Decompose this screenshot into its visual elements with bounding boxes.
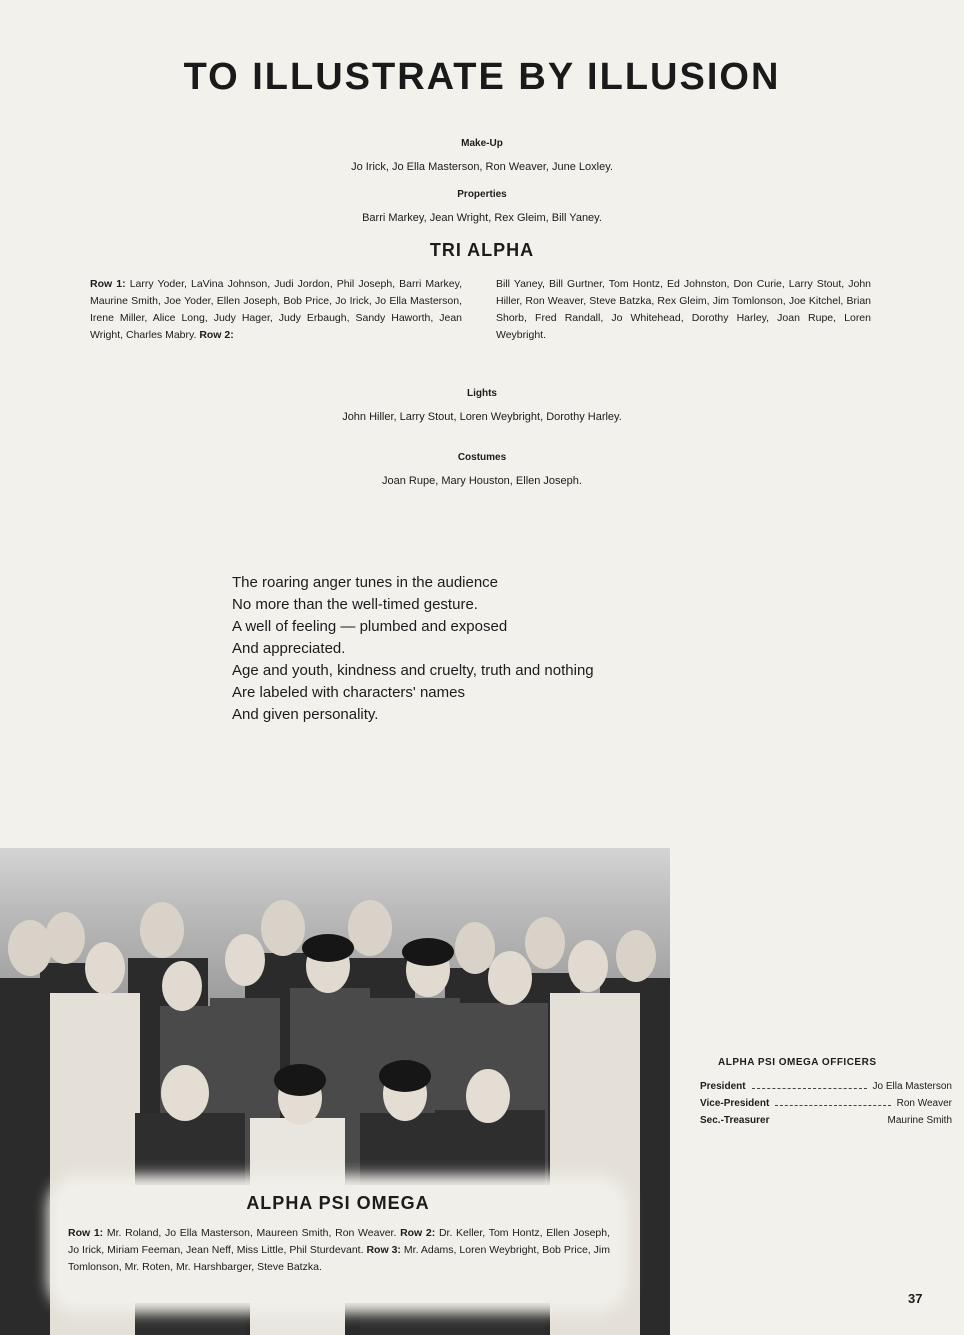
alpha-psi-omega-heading: ALPHA PSI OMEGA (246, 1193, 430, 1213)
costumes-heading: Costumes (457, 452, 507, 463)
lights-names: John Hiller, Larry Stout, Loren Weybright, Dorothy Harley. (342, 411, 622, 423)
lights-heading: Lights (467, 388, 497, 399)
row-label: Row 1: (68, 1227, 104, 1239)
officer-name: Jo Ella Masterson (872, 1081, 952, 1092)
tri-alpha-heading: TRI ALPHA (429, 240, 535, 260)
poem-line: And given personality. (232, 706, 379, 723)
row-label: Row 3: (366, 1244, 401, 1256)
tri-alpha-members-col2 (496, 276, 871, 344)
poem (232, 572, 594, 726)
poem-line: A well of feeling — plumbed and exposed (232, 618, 508, 635)
leader-dots (752, 1088, 867, 1089)
poem-line: No more than the well-timed gesture. (232, 596, 478, 613)
alpha-psi-omega-row3-names: Mr. Adams, Loren Weybright, Bob Price, Jim Tomlonson, Mr. Roten, Mr. Harshbarger, Steve Batzka. (68, 1244, 610, 1273)
alpha-psi-omega-row2-names: Dr. Keller, Tom Hontz, Ellen Joseph, Jo Irick, Miriam Feeman, Jean Neff, Miss Little, Phil Sturdevant. (68, 1227, 611, 1256)
officers-heading: ALPHA PSI OMEGA OFFICERS (718, 1057, 877, 1068)
page-title: TO ILLUSTRATE BY ILLUSION (183, 56, 781, 98)
makeup-names: Jo Irick, Jo Ella Masterson, Ron Weaver, June Loxley. (351, 161, 613, 173)
row-label: Row 2: (400, 1227, 436, 1239)
tri-alpha-row2-names: Bill Yaney, Bill Gurtner, Tom Hontz, Ed Johnston, Don Curie, Larry Stout, John Hiller, Ron Weaver, Steve Batzka, Rex Gleim, Jim Tomlonson, Joe Kitchel, Brian Shorb, Fred Randall, Jo Whitehead, Dorothy Harley, Joan Rupe, Loren Weybright. (496, 278, 871, 341)
officer-row (700, 1098, 952, 1115)
alpha-psi-omega-members (68, 1225, 610, 1276)
officer-role: President (700, 1081, 746, 1092)
makeup-heading: Make-Up (461, 138, 503, 149)
costumes-names: Joan Rupe, Mary Houston, Ellen Joseph. (382, 475, 582, 487)
tri-alpha-members-col1 (90, 276, 462, 344)
poem-line: And appreciated. (232, 640, 346, 657)
properties-heading: Properties (457, 189, 507, 200)
officer-name: Ron Weaver (896, 1098, 952, 1109)
leader-dots (775, 1105, 890, 1106)
officers-box (700, 1057, 952, 1132)
officer-row (700, 1081, 952, 1098)
row-label: Row 1: (90, 278, 126, 290)
row-label: Row 2: (199, 329, 234, 341)
tri-alpha-row1-names: Larry Yoder, LaVina Johnson, Judi Jordon, Phil Joseph, Barri Markey, Maurine Smith, Joe Yoder, Ellen Joseph, Bob Price, Jo Irick, Jo Ella Masterson, Irene Miller, Alice Long, Judy Hager, Judy Erbaugh, Sandy Haworth, Jean Wright, Charles Mabry. (90, 278, 462, 341)
alpha-psi-omega-caption (58, 1185, 618, 1303)
poem-line: Age and youth, kindness and cruelty, truth and nothing (232, 662, 594, 679)
officer-role: Vice-President (700, 1098, 770, 1109)
alpha-psi-omega-row1-names: Mr. Roland, Jo Ella Masterson, Maureen Smith, Ron Weaver. (106, 1227, 397, 1239)
properties-names: Barri Markey, Jean Wright, Rex Gleim, Bill Yaney. (362, 212, 602, 224)
page-number: 37 (908, 1291, 923, 1306)
poem-line: The roaring anger tunes in the audience (232, 574, 499, 591)
poem-line: Are labeled with characters' names (232, 684, 465, 701)
officer-row (700, 1115, 952, 1132)
officer-name: Maurine Smith (887, 1115, 952, 1126)
officer-role: Sec.-Treasurer (700, 1115, 770, 1126)
